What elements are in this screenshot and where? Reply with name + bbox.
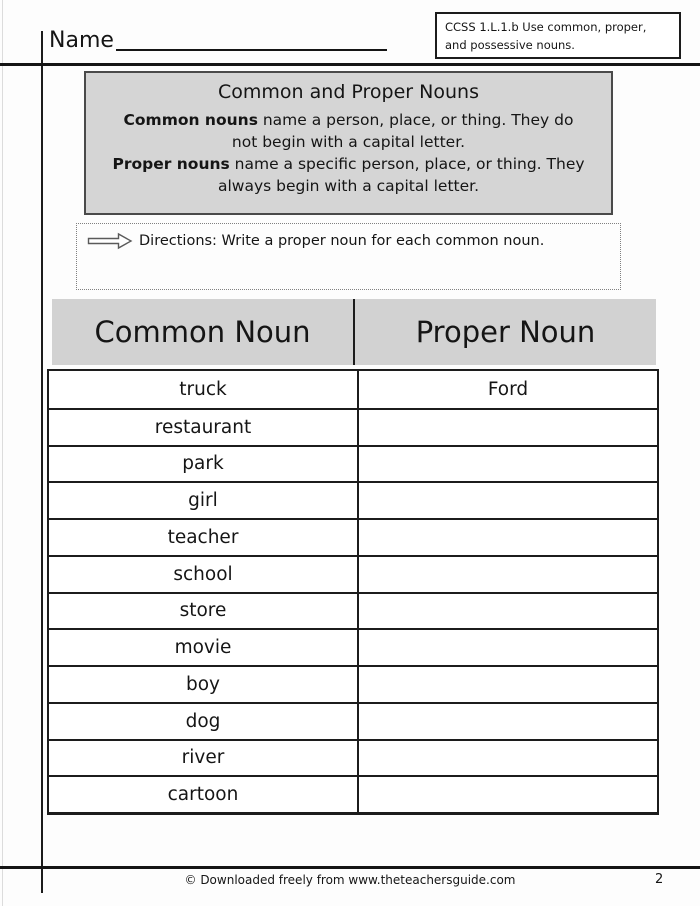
common-noun-cell: park: [49, 445, 357, 482]
footer-horizontal-rule: [0, 866, 700, 869]
proper-nouns-term: Proper nouns: [112, 155, 230, 173]
proper-noun-cell: [357, 665, 657, 702]
proper-noun-cell: [357, 628, 657, 665]
worksheet-title: Common and Proper Nouns: [218, 81, 479, 103]
name-block: [49, 28, 387, 54]
proper-noun-cell: [357, 481, 657, 518]
common-nouns-definition: name a person, place, or thing. They do not begin with a capital letter.: [231, 111, 574, 151]
proper-noun-cell: [357, 518, 657, 555]
noun-table: [47, 369, 659, 815]
ccss-standard-text: CCSS 1.L.1.b Use common, proper, and possessive nouns.: [445, 20, 647, 52]
proper-noun-cell: [357, 702, 657, 739]
common-noun-cell: boy: [49, 665, 357, 702]
column-header-proper-noun: Proper Noun: [353, 299, 656, 365]
definition-box: [84, 71, 613, 215]
name-label: Name: [49, 28, 114, 53]
common-noun-cell: school: [49, 555, 357, 592]
ccss-standard-box: [435, 12, 681, 59]
directions-text: Directions: Write a proper noun for each common noun.: [139, 233, 545, 249]
proper-noun-cell: [357, 445, 657, 482]
right-arrow-icon: [87, 232, 133, 250]
common-noun-cell: movie: [49, 628, 357, 665]
common-noun-cell: truck: [179, 378, 227, 400]
column-header-common-noun: Common Noun: [94, 315, 311, 349]
definitions-text: [112, 109, 585, 197]
notebook-margin-line: [41, 31, 43, 893]
common-noun-cell: store: [49, 592, 357, 629]
table-header: [52, 299, 656, 365]
common-noun-cell: restaurant: [49, 408, 357, 445]
common-nouns-term: Common nouns: [123, 111, 258, 129]
proper-noun-cell: [357, 555, 657, 592]
top-horizontal-rule: [0, 63, 700, 66]
footer-credit: © Downloaded freely from www.theteachersguide.com: [184, 873, 516, 887]
common-noun-cell: girl: [49, 481, 357, 518]
proper-noun-cell: Ford: [357, 371, 657, 408]
proper-noun-cell: [357, 592, 657, 629]
proper-noun-cell: [357, 739, 657, 776]
proper-noun-cell: [357, 775, 657, 812]
common-noun-cell: river: [49, 739, 357, 776]
common-noun-cell: teacher: [49, 518, 357, 555]
scan-edge-line: [2, 0, 3, 906]
common-noun-cell: dog: [49, 702, 357, 739]
proper-nouns-definition: name a specific person, place, or thing. They always begin with a capital letter.: [217, 155, 585, 195]
directions-box: [76, 223, 621, 290]
common-noun-cell: cartoon: [49, 775, 357, 812]
proper-noun-cell: [357, 408, 657, 445]
name-write-line: [116, 35, 387, 51]
page-number: 2: [655, 872, 664, 887]
